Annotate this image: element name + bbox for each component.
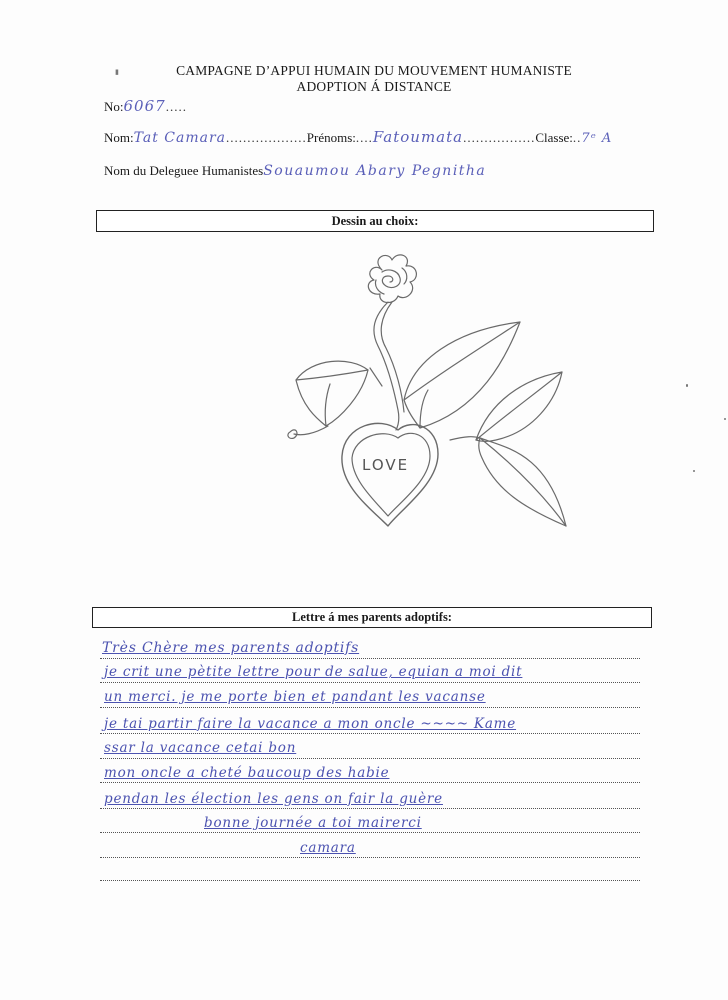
letter-section-title: Lettre á mes parents adoptifs:: [292, 610, 452, 624]
scan-speck: [693, 470, 695, 472]
delegue-label: Nom du Deleguee Humanistes: [104, 163, 264, 178]
campaign-subtitle: ADOPTION Á DISTANCE: [296, 79, 452, 94]
letter-line-1: Très Chère mes parents adoptifs: [102, 640, 360, 656]
number-label: No:: [104, 99, 124, 114]
campaign-title: CAMPAGNE D’APPUI HUMAIN DU MOUVEMENT HUMANISTE: [176, 63, 572, 78]
letter-line-6: mon oncle a cheté baucoup des habie: [104, 765, 390, 781]
heart-love-text: LOVE: [362, 456, 410, 474]
writing-line: [100, 782, 640, 783]
number-value: 6067: [123, 97, 166, 115]
delegue-value: Souaumou Abary Pegnitha: [263, 163, 487, 179]
drawing-section-header: [96, 210, 654, 232]
letter-signature: camara: [300, 840, 356, 856]
letter-line-5: ssar la vacance cetai bon: [104, 740, 297, 756]
scan-mark: ▮: [115, 68, 119, 76]
letter-section-header: [92, 607, 652, 628]
nom-value: Tat Camara: [133, 130, 227, 146]
name-row: Nom:Tat Camara...................Prénoms:....Fatoumata.................Classe:..7ᵉ A: [104, 128, 613, 146]
writing-line: [100, 808, 640, 809]
scan-speck: [724, 418, 726, 420]
prenoms-value: Fatoumata: [372, 128, 464, 146]
letter-line-7: pendan les élection les gens on fair la guère: [104, 791, 443, 807]
classe-label: Classe:: [535, 130, 573, 145]
delegue-row: [104, 163, 486, 179]
writing-line: [100, 658, 640, 659]
letter-line-4: je tai partir faire la vacance a mon oncle ~~~~ Kame: [104, 716, 517, 732]
writing-line: [100, 682, 640, 683]
writing-line: [100, 758, 640, 759]
drawing-section-title: Dessin au choix:: [331, 214, 419, 228]
writing-line: [100, 880, 640, 881]
nom-label: Nom:: [104, 130, 134, 145]
letter-line-2: je crit une pètite lettre pour de salue, equian a moi dit: [104, 664, 523, 680]
flower-head: [368, 255, 416, 303]
number-field: No:6067.....: [104, 97, 187, 115]
letter-line-8: bonne journée a toi mairerci: [204, 815, 422, 831]
writing-line: [100, 707, 640, 708]
scan-speck: [686, 384, 688, 387]
prenoms-label: Prénoms:: [306, 130, 356, 145]
writing-line: [100, 857, 640, 858]
flower-heart-drawing: [270, 250, 590, 540]
writing-line: [100, 733, 640, 734]
classe-value: 7ᵉ A: [581, 131, 613, 146]
letter-line-3: un merci. je me porte bien et pandant les vacanse: [104, 689, 486, 705]
writing-line: [100, 832, 640, 833]
